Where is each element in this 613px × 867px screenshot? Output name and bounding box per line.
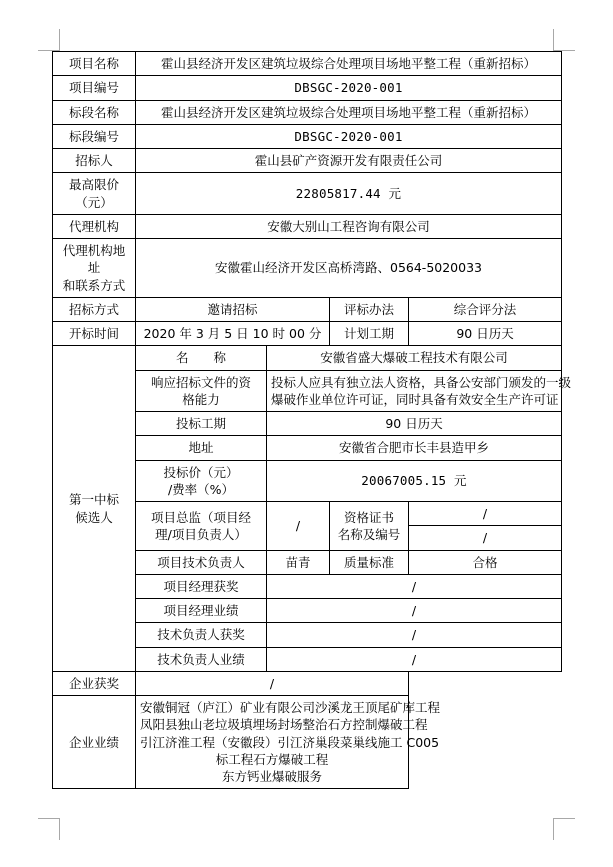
enterprise-performance-line: 标工程石方爆破工程 [215, 751, 329, 767]
label-agency-contact-line2: 和联系方式 [62, 277, 126, 293]
label-project-code: 项目编号 [53, 76, 136, 100]
table-row-project-name [53, 52, 562, 76]
label-enterprise-performance: 企业业绩 [53, 696, 136, 789]
label-chief-supervisor-line1: 项目总监（项目经 [150, 509, 251, 525]
label-certificate [330, 502, 409, 551]
label-qualification [136, 370, 267, 412]
value-agency-contact: 安徽霍山经济开发区高桥湾路、0564-5020033 [136, 239, 562, 298]
label-bid-method: 招标方式 [53, 297, 136, 321]
table-row-agency-contact [53, 239, 562, 298]
crop-mark-top-right [553, 29, 575, 51]
value-candidate-name: 安徽省盛大爆破工程技术有限公司 [267, 346, 562, 370]
crop-mark-bottom-left [38, 818, 60, 840]
value-tenderee: 霍山县矿产资源开发有限责任公司 [136, 149, 562, 173]
label-section-name: 标段名称 [53, 100, 136, 124]
label-chief-supervisor-line2: 理/项目负责人） [155, 526, 247, 542]
label-tech-lead: 项目技术负责人 [136, 550, 267, 574]
label-qualification-line1: 响应招标文件的资 [150, 374, 251, 390]
crop-mark-top-left [38, 29, 60, 51]
value-address: 安徽省合肥市长丰县造甲乡 [267, 436, 562, 460]
label-bid-price-line1: 投标价（元） [163, 464, 239, 480]
value-chief-supervisor: / [267, 502, 330, 551]
label-project-name: 项目名称 [53, 52, 136, 76]
label-first-winning-candidate-line1: 第一中标 [68, 492, 119, 508]
label-first-winning-candidate-line2: 候选人 [75, 509, 113, 525]
value-bid-price: 20067005.15 元 [267, 460, 562, 502]
value-open-time: 2020 年 3 月 5 日 10 时 00 分 [136, 322, 330, 346]
value-quality-standard: 合格 [409, 550, 562, 574]
table-row-candidate-name [53, 346, 562, 370]
value-max-price: 22805817.44 元 [136, 173, 562, 215]
label-tech-performance: 技术负责人业绩 [136, 647, 267, 671]
value-pm-performance: / [267, 599, 562, 623]
table-row-open-time [53, 322, 562, 346]
value-enterprise-awards: / [136, 671, 409, 695]
value-pm-awards: / [267, 574, 562, 598]
label-tenderee: 招标人 [53, 149, 136, 173]
label-certificate-line1: 资格证书 [343, 509, 394, 525]
enterprise-performance-line: 凤阳县独山老垃圾填埋场封场整治石方控制爆破工程 [140, 717, 428, 733]
value-certificate-number: / [409, 526, 562, 550]
value-certificate-name: / [409, 502, 562, 526]
value-project-name: 霍山县经济开发区建筑垃圾综合处理项目场地平整工程（重新招标） [136, 52, 562, 76]
label-bid-period: 投标工期 [136, 412, 267, 436]
value-tech-awards: / [267, 623, 562, 647]
table-row-section-name [53, 100, 562, 124]
label-agency-contact-line1: 代理机构地址 [62, 243, 126, 276]
label-open-time: 开标时间 [53, 322, 136, 346]
label-bid-price [136, 460, 267, 502]
value-bid-period: 90 日历天 [267, 412, 562, 436]
label-chief-supervisor [136, 502, 267, 551]
label-qualification-line2: 格能力 [182, 391, 220, 407]
tender-result-table [52, 51, 572, 789]
label-tech-awards: 技术负责人获奖 [136, 623, 267, 647]
label-enterprise-awards: 企业获奖 [53, 671, 136, 695]
label-certificate-line2: 名称及编号 [337, 526, 401, 542]
label-address: 地址 [136, 436, 267, 460]
value-qualification-line1: 投标人应具有独立法人资格，具备公安部门颁发的一级 [271, 374, 572, 390]
label-pm-performance: 项目经理业绩 [136, 599, 267, 623]
label-max-price: 最高限价（元） [53, 173, 136, 215]
value-qualification-line2: 爆破作业单位许可证，同时具备有效安全生产许可证 [271, 391, 559, 407]
crop-mark-bottom-right [553, 818, 575, 840]
table-row-enterprise-awards [53, 671, 562, 695]
label-bid-price-line2: /费率（%） [167, 481, 235, 497]
value-section-name: 霍山县经济开发区建筑垃圾综合处理项目场地平整工程（重新招标） [136, 100, 562, 124]
value-tech-performance: / [267, 647, 562, 671]
label-eval-method: 评标办法 [330, 297, 409, 321]
table-row-agency [53, 214, 562, 238]
label-quality-standard: 质量标准 [330, 550, 409, 574]
enterprise-performance-line: 引江济淮工程（安徽段）引江济巢段菜巢线施工 C005 [140, 734, 440, 750]
tender-result-sheet [52, 51, 572, 789]
value-tech-lead: 苗青 [267, 550, 330, 574]
enterprise-performance-line: 安徽铜冠（庐江）矿业有限公司沙溪龙王顶尾矿库工程 [140, 700, 441, 715]
label-section-code: 标段编号 [53, 124, 136, 148]
value-planned-period: 90 日历天 [409, 322, 562, 346]
label-candidate-name: 名 称 [136, 346, 267, 370]
value-project-code: DBSGC-2020-001 [136, 76, 562, 100]
value-qualification [267, 370, 572, 412]
label-pm-awards: 项目经理获奖 [136, 574, 267, 598]
label-agency: 代理机构 [53, 214, 136, 238]
table-row-tenderee [53, 149, 562, 173]
table-row-project-code [53, 76, 562, 100]
table-row-max-price [53, 173, 562, 215]
value-eval-method: 综合评分法 [409, 297, 562, 321]
label-planned-period: 计划工期 [330, 322, 409, 346]
enterprise-performance-line: 东方钙业爆破服务 [221, 769, 322, 784]
value-bid-method: 邀请招标 [136, 297, 330, 321]
table-row-bid-method [53, 297, 562, 321]
table-row-enterprise-performance [53, 696, 562, 789]
value-enterprise-performance [136, 696, 441, 789]
table-row-section-code [53, 124, 562, 148]
value-agency: 安徽大别山工程咨询有限公司 [136, 214, 562, 238]
label-agency-contact [53, 239, 136, 298]
value-section-code: DBSGC-2020-001 [136, 124, 562, 148]
label-first-winning-candidate [53, 346, 136, 672]
